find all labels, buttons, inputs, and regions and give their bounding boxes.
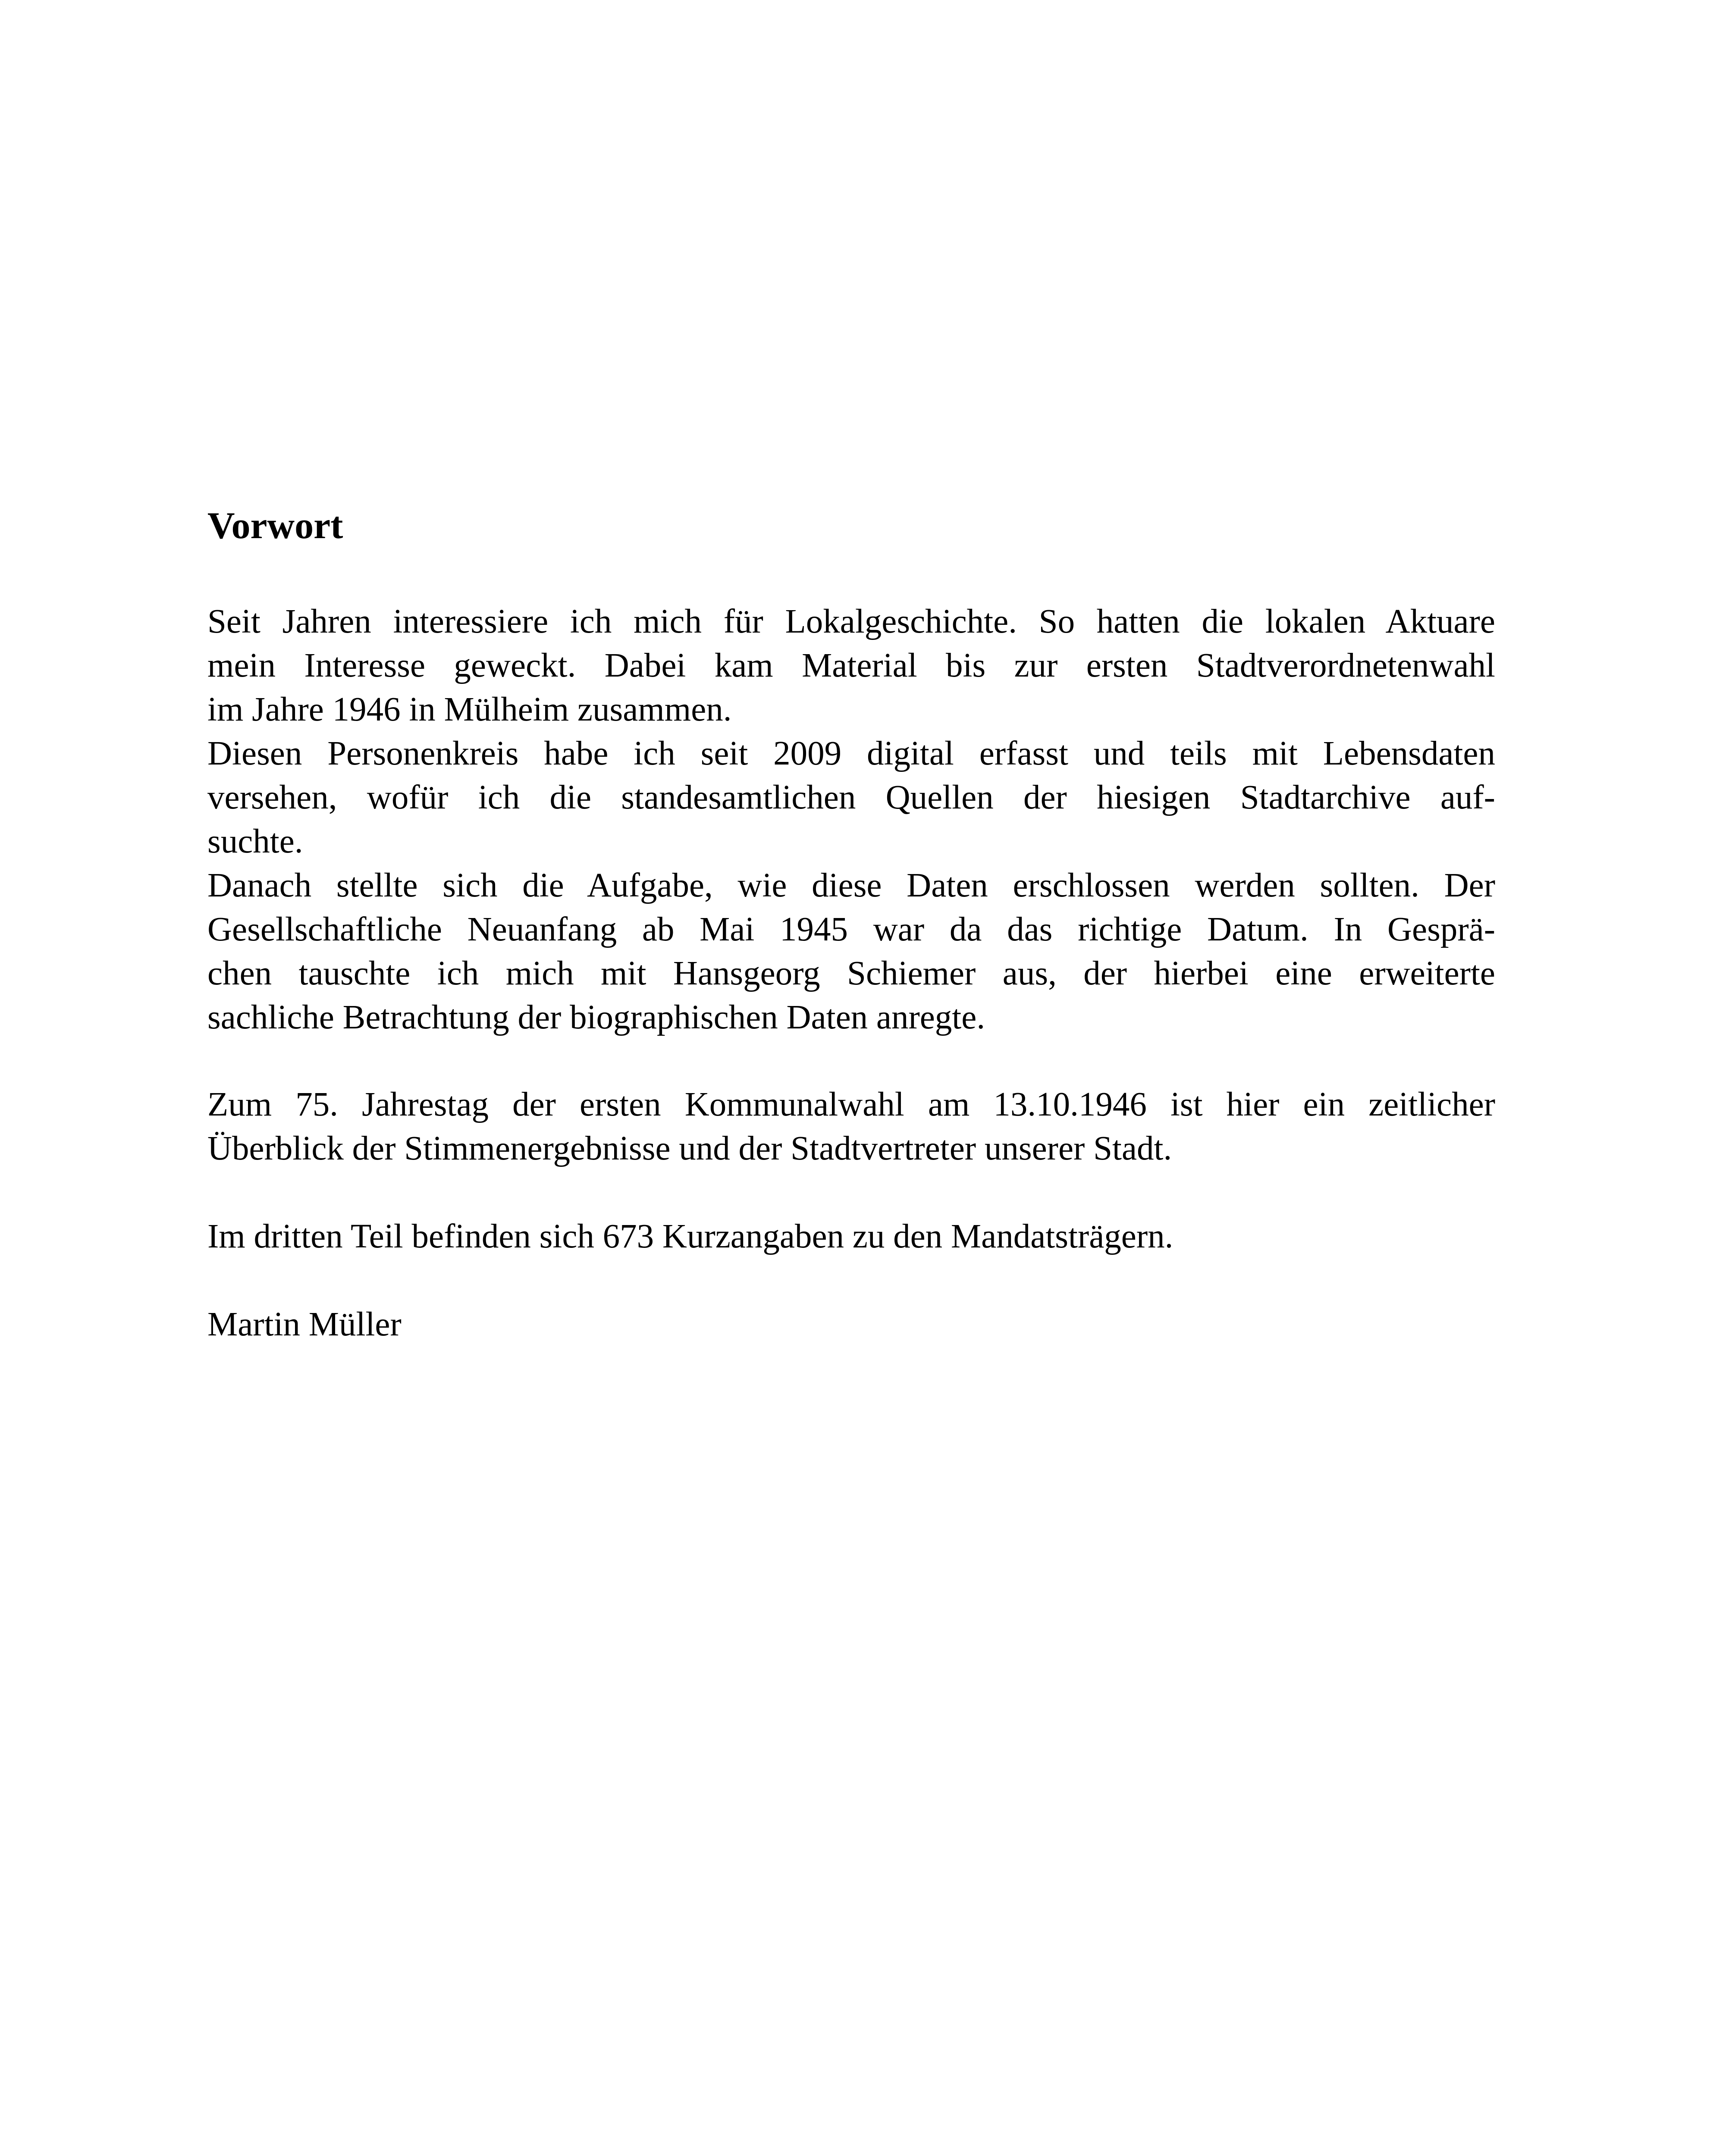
text-line: Diesen Personenkreis habe ich seit 2009 digital erfasst und teils mit Lebensdaten: [207, 735, 1495, 772]
signature: [207, 1303, 1495, 1347]
text-line: Gesellschaftliche Neuanfang ab Mai 1945 war da das richtige Datum. In Gesprä-: [207, 911, 1495, 948]
text-line: Danach stellte sich die Aufgabe, wie diese Daten erschlossen werden sollten. Der: [207, 867, 1495, 904]
signature-name: Martin Müller: [207, 1306, 402, 1343]
text-line: sachliche Betrachtung der biographischen Daten anregte.: [207, 999, 985, 1036]
text-line: suchte.: [207, 823, 303, 860]
paragraph-aufgabe: [207, 864, 1495, 1040]
text-line: Überblick der Stimmenergebnisse und der Stadtvertreter unserer Stadt.: [207, 1130, 1172, 1167]
heading-vorwort: Vorwort: [207, 505, 343, 547]
text-line: mein Interesse geweckt. Dabei kam Material bis zur ersten Stadtverordnetenwahl: [207, 647, 1495, 684]
text-line: Im dritten Teil befinden sich 673 Kurzangaben zu den Mandatsträgern.: [207, 1218, 1173, 1255]
paragraph-jahrestag: [207, 1083, 1495, 1171]
text-line: Zum 75. Jahrestag der ersten Kommunalwahl am 13.10.1946 ist hier ein zeitlicher: [207, 1086, 1495, 1123]
text-line: im Jahre 1946 in Mülheim zusammen.: [207, 691, 732, 728]
paragraph-dritter-teil: [207, 1215, 1495, 1259]
text-line: versehen, wofür ich die standesamtlichen Quellen der hiesigen Stadtarchive auf-: [207, 779, 1495, 816]
text-line: chen tauschte ich mich mit Hansgeorg Schiemer aus, der hierbei eine erweiterte: [207, 955, 1495, 992]
paragraph-intro: [207, 600, 1495, 732]
text-line: Seit Jahren interessiere ich mich für Lokalgeschichte. So hatten die lokalen Aktuare: [207, 603, 1495, 640]
paragraph-personenkreis: [207, 732, 1495, 864]
